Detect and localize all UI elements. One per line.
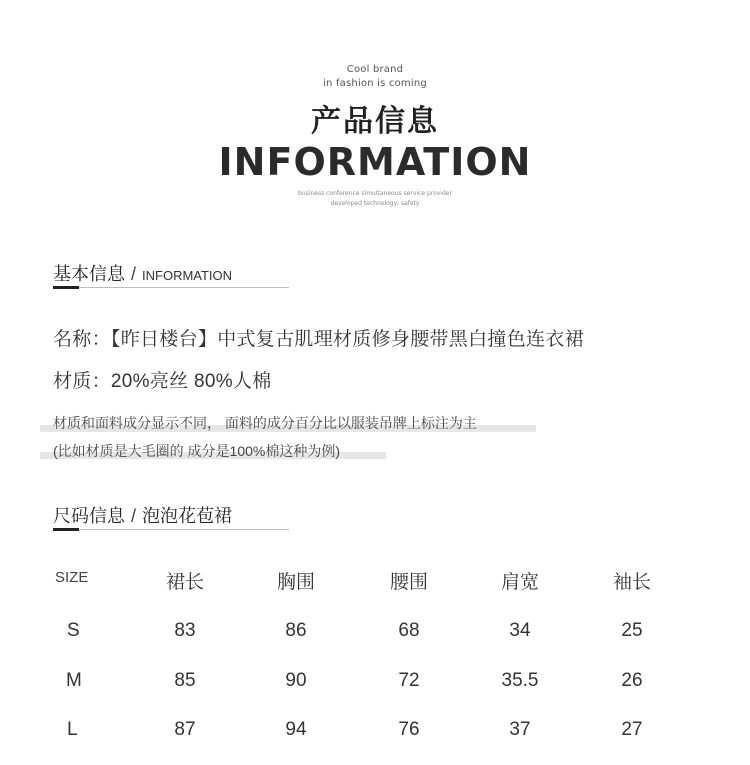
table-cell: 25: [621, 620, 643, 641]
column-header-waist: 腰围: [389, 572, 428, 593]
page-title-en: INFORMATION: [218, 140, 532, 184]
table-cell: 37: [509, 719, 531, 740]
table-cell-size: S: [67, 620, 80, 641]
table-cell: 35.5: [501, 670, 539, 691]
column-header-bust: 胸围: [276, 572, 315, 593]
table-cell: 85: [174, 670, 196, 691]
note-line-1: 材质和面料成分显示不同， 面料的成分百分比以服装吊牌上标注为主: [53, 415, 477, 431]
table-cell: 87: [174, 719, 196, 740]
size-info-divider: [53, 529, 289, 530]
size-info-heading-text: 尺码信息: [53, 506, 125, 526]
tagline-1: business conference simultaneous service provider: [298, 190, 452, 197]
table-cell: 86: [285, 620, 307, 641]
table-cell: 94: [285, 719, 307, 740]
column-header-size: SIZE: [55, 569, 89, 586]
heading-separator: /: [131, 506, 137, 526]
basic-info-subheading: INFORMATION: [142, 268, 233, 283]
column-header-shoulder: 肩宽: [500, 572, 539, 593]
table-cell: 90: [285, 670, 307, 691]
brand-line-2: in fashion is coming: [323, 78, 427, 89]
size-info-subheading: 泡泡花苞裙: [142, 506, 233, 526]
column-header-length: 裙长: [165, 572, 204, 593]
table-cell-size: M: [66, 670, 82, 691]
product-name-line: 名称：【昨日楼台】中式复古肌理材质修身腰带黑白撞色连衣裙: [53, 329, 584, 350]
page-title-cn: 产品信息: [311, 104, 439, 139]
table-cell: 34: [509, 620, 531, 641]
brand-line-1: Cool brand: [346, 64, 404, 75]
material-line: 材质：20%亮丝 80%人棉: [53, 371, 272, 392]
heading-separator: /: [131, 264, 137, 284]
basic-info-heading-text: 基本信息: [53, 264, 125, 284]
basic-info-heading: [53, 260, 232, 286]
note-line-2: (比如材质是大毛圈的 成分是100%棉这种为例): [53, 443, 341, 459]
table-cell: 27: [621, 719, 643, 740]
tagline-2: developed technology, safety: [330, 200, 420, 207]
basic-info-divider-accent: [53, 286, 79, 289]
table-cell-size: L: [67, 719, 78, 740]
size-info-heading: [53, 502, 232, 528]
table-cell: 72: [398, 670, 420, 691]
basic-info-divider: [53, 287, 289, 288]
table-cell: 26: [621, 670, 643, 691]
size-info-divider-accent: [53, 528, 79, 531]
table-cell: 68: [398, 620, 420, 641]
table-cell: 76: [398, 719, 420, 740]
column-header-sleeve: 袖长: [612, 572, 651, 593]
table-cell: 83: [174, 620, 196, 641]
